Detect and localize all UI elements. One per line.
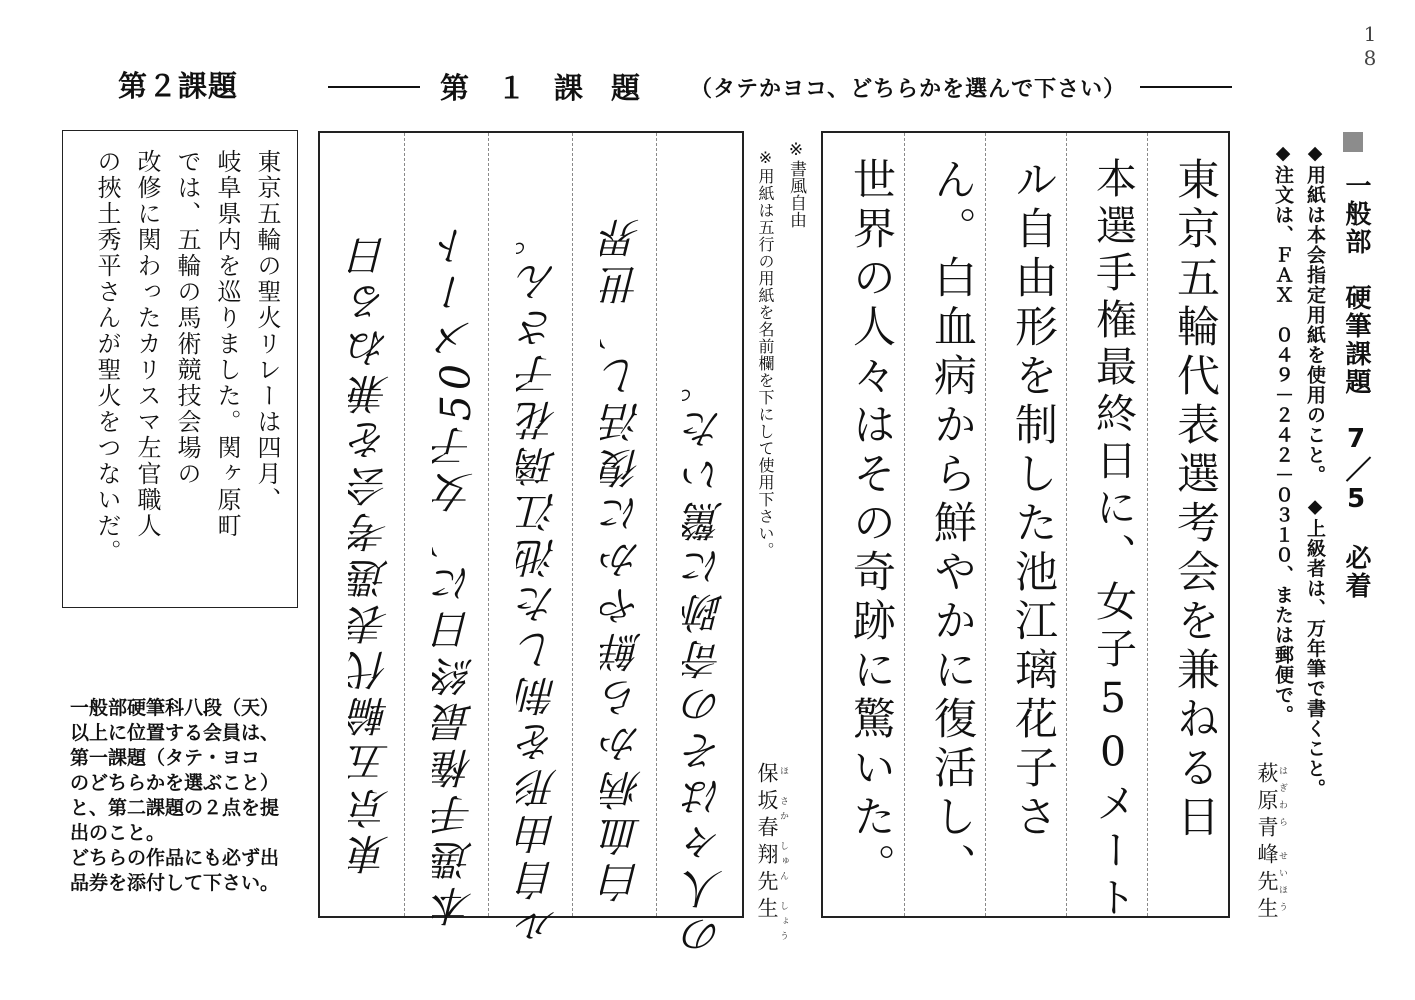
assignment-2-line: 岐阜県内を巡りました。関ヶ原町 <box>213 149 241 539</box>
vertical-sample-line: 本選手権最終日に、女子50メート <box>1089 157 1137 923</box>
vertical-sample-line: 東京五輪代表選考会を兼ねる日 <box>1170 157 1220 843</box>
note-line: 第一課題（タテ・ヨコ <box>70 747 261 769</box>
assignment-2-line: 東京五輪の聖火リレーは四月、 <box>253 149 281 513</box>
style-free-note: ※書風自由 <box>786 140 806 228</box>
note-line: 出のこと。 <box>70 822 166 844</box>
assignment-1-title: 第１課題 <box>440 71 669 105</box>
column-guide <box>1066 133 1067 916</box>
assignment-1-note: （タテかヨコ、どちらかを選んで下さい） <box>690 77 1127 102</box>
note-line: 以上に位置する会員は、 <box>70 722 280 744</box>
assignment-2-line: の挾土秀平さんが聖火をつないだ。 <box>93 149 121 565</box>
column-guide <box>904 133 905 916</box>
vertical-sample-frame <box>821 131 1230 923</box>
section-marker-square <box>1343 132 1363 152</box>
order-instruction: ◆注文は、ＦＡＸ ０４９－２４２－０３１０、または郵便で。 <box>1272 142 1294 725</box>
assignment-2-line: 改修に関わったカリスマ左官職人 <box>133 149 161 539</box>
horizontal-sample-line: 東京五輪代表選考会を兼ねる日 <box>348 231 396 875</box>
assignment-2-line: では、五輪の馬術競技会場の <box>173 149 201 487</box>
vertical-sample-line: 世界の人々はその奇跡に驚いた。 <box>846 157 896 892</box>
column-guide <box>572 133 573 916</box>
horizontal-sample-line: の人々はその奇跡に驚いた。 <box>682 358 730 956</box>
note-line: のどちらかを選ぶこと） <box>70 772 280 794</box>
assignment-2-text <box>87 149 287 609</box>
assignment-2-text-box <box>62 130 298 608</box>
vertical-sample-line: ん。白血病から鮮やかに復活し、 <box>927 157 977 892</box>
vertical-sample-line: ル自由形を制した池江璃花子さ <box>1008 157 1058 843</box>
note-line: 一般部硬筆科八段（天） <box>70 697 280 719</box>
column-guide <box>1147 133 1148 916</box>
column-guide <box>404 133 405 916</box>
note-line: と、第二課題の２点を提 <box>70 797 280 819</box>
note-line: どちらの作品にも必ず出 <box>70 847 280 869</box>
header-rule-left <box>328 86 420 88</box>
usage-instruction: ◆用紙は本会指定用紙を使用のこと。 ◆上級者は、万年筆で書くこと。 <box>1304 142 1326 799</box>
paper-usage-note: ※用紙は五行の用紙を名前欄を下にして使用下さい。 <box>756 148 775 559</box>
assignment-2-title: 第２課題 <box>118 69 239 103</box>
vertical-teacher-name: 萩原青峰先生 <box>1255 762 1279 924</box>
page-number: 18 <box>1358 22 1382 70</box>
column-guide <box>985 133 986 916</box>
horizontal-sample-line: 本選手権最終日に、女子50メート <box>432 221 480 928</box>
vertical-teacher-ruby: はぎわら せいほう <box>1277 766 1287 919</box>
column-guide <box>488 133 489 916</box>
section-heading: 一般部 硬筆課題 7／5 必着 <box>1341 172 1371 600</box>
submission-instruction-note <box>70 696 300 896</box>
header-rule-right <box>1140 86 1232 88</box>
column-guide <box>656 133 657 916</box>
horizontal-teacher-ruby: ほ さか しゅん しょう <box>778 766 788 946</box>
horizontal-sample-frame <box>318 131 744 956</box>
horizontal-teacher-name: 保坂春翔先生 <box>755 762 779 924</box>
note-line: 品券を添付して下さい。 <box>70 872 280 894</box>
horizontal-sample-line: 白血病から鮮やかに復活し、世界 <box>600 213 648 903</box>
horizontal-sample-line: ル自由形を制した池江璃花子さん。 <box>516 211 564 947</box>
